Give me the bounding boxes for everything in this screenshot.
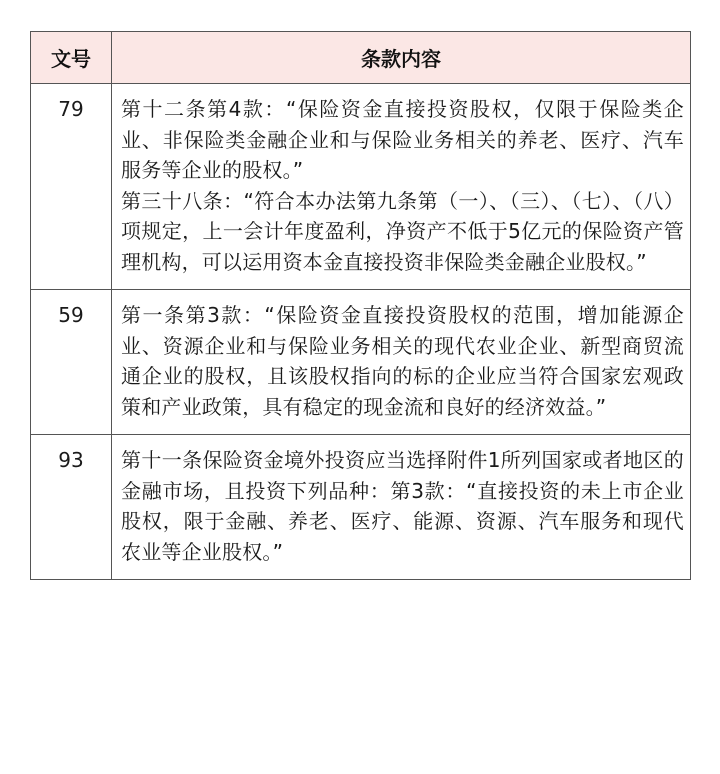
- clause-paragraph: 第三十八条：“符合本办法第九条第（一）、（三）、（七）、（八）项规定，上一会计年度盈利，净资产不低于5亿元的保险资产管理机构，可以运用资本金直接投资非保险类金融企业股权。”: [121, 188, 684, 274]
- table-row: [31, 435, 691, 580]
- table-header: [31, 32, 691, 84]
- header-clause-content: 条款内容: [112, 32, 691, 84]
- table-body: [31, 84, 691, 580]
- clause-content-cell: [112, 84, 691, 290]
- clause-paragraph: 第十二条第4款：“保险资金直接投资股权，仅限于保险类企业、非保险类金融企业和与保险业务相关的养老、医疗、汽车服务等企业的股权。”: [121, 97, 684, 182]
- clause-table: [30, 31, 691, 580]
- clause-paragraph: 第十一条保险资金境外投资应当选择附件1所列国家或者地区的金融市场，且投资下列品种：第3款：“直接投资的未上市企业股权，限于金融、养老、医疗、能源、资源、汽车服务和现代农业等企业股权。”: [121, 448, 684, 564]
- header-row: [31, 32, 691, 84]
- document-number-cell: 93: [31, 435, 112, 580]
- document-number-cell: 79: [31, 84, 112, 290]
- table-row: [31, 290, 691, 435]
- table-row: [31, 84, 691, 290]
- clause-content-cell: [112, 290, 691, 435]
- header-document-number: 文号: [31, 32, 112, 84]
- clause-content-cell: [112, 435, 691, 580]
- clause-paragraph: 第一条第3款：“保险资金直接投资股权的范围，增加能源企业、资源企业和与保险业务相关的现代农业企业、新型商贸流通企业的股权，且该股权指向的标的企业应当符合国家宏观政策和产业政策，具有稳定的现金流和良好的经济效益。”: [121, 303, 684, 419]
- document-number-cell: 59: [31, 290, 112, 435]
